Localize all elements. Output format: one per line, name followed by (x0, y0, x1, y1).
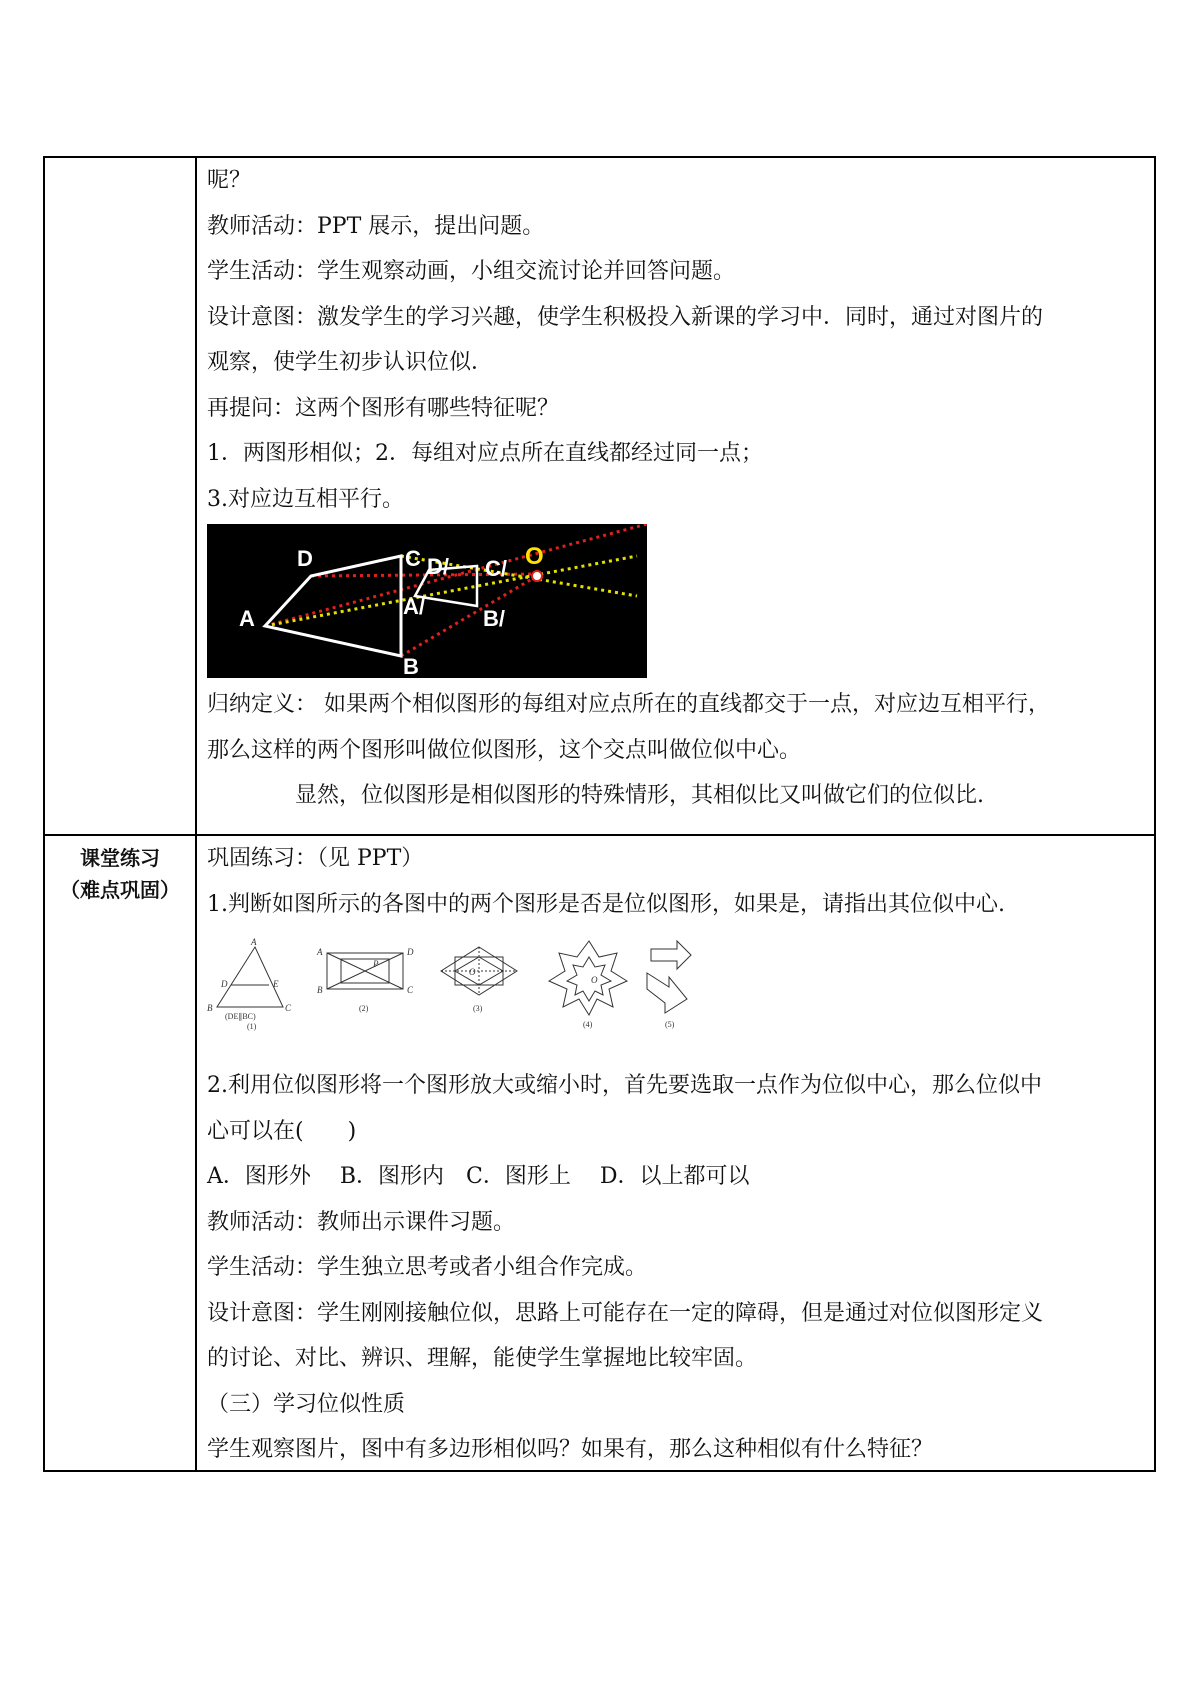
text-line: 心可以在( ) (207, 1118, 357, 1144)
text-line: 呢？ (207, 168, 252, 193)
label-Ap: A/ (403, 594, 425, 619)
text-line: 学生观察图片，图中有多边形相似吗？如果有，那么这种相似有什么特征？ (207, 1437, 934, 1462)
text-line: 1.判断如图所示的各图中的两个图形是否是位似图形，如果是，请指出其位似中心. (207, 891, 1005, 917)
label-Cp: C/ (485, 556, 507, 581)
row-label (45, 836, 195, 906)
fig1-note: (DE∥BC) (225, 1012, 256, 1021)
fig2-label-B: B (317, 985, 323, 995)
text-line: 3.对应边互相平行。 (207, 486, 404, 512)
label-A: A (239, 606, 255, 631)
text-line: 观察，使学生初步认识位似． (207, 350, 494, 375)
text-line: 2.利用位似图形将一个图形放大或缩小时，首先要选取一点作为位似中心，那么位似中 (207, 1073, 1042, 1098)
label-O: O (525, 543, 544, 570)
fig3-caption: (3) (473, 1004, 483, 1013)
text-line: 设计意图：学生刚刚接触位似，思路上可能存在一定的障碍，但是通过对位似图形定义 (207, 1300, 1044, 1326)
fig2-label-P: P (373, 959, 379, 969)
answer-choices: A．图形外 B．图形内 C．图形上 D．以上都可以 (207, 1164, 750, 1189)
text-line: 学生活动：学生独立思考或者小组合作完成。 (207, 1255, 648, 1280)
fig1-label-B: B (207, 1003, 213, 1013)
section-1-content (207, 158, 1127, 819)
definition-line: 显然，位似图形是相似图形的特殊情形，其相似比又叫做它们的位似比. (295, 783, 984, 808)
fig2-label-C: C (407, 985, 414, 995)
row-label-line: 课堂练习 (80, 846, 160, 870)
section-heading: （三）学习位似性质 (207, 1391, 406, 1417)
fig1-label-D: D (221, 979, 228, 989)
fig1-caption: (1) (247, 1022, 257, 1031)
fig1-label-A: A (251, 937, 257, 947)
text-line: 的讨论、对比、辨识、理解，能使学生掌握地比较牢固。 (207, 1346, 758, 1371)
label-D: D (297, 546, 313, 571)
fig2-label-A: A (317, 947, 323, 957)
homothety-figure (207, 524, 647, 678)
text-line: 巩固练习：（见 PPT） (207, 846, 424, 871)
label-Bp: B/ (483, 606, 505, 631)
text-line: 教师活动：PPT 展示，提出问题。 (207, 213, 545, 239)
fig1-label-E: E (273, 979, 279, 989)
column-divider (195, 158, 197, 1470)
label-C: C (405, 546, 421, 571)
text-line: 1．两图形相似；2．每组对应点所在直线都经过同一点； (207, 441, 763, 466)
definition-line: 归纳定义： 如果两个相似图形的每组对应点所在的直线都交于一点，对应边互相平行， (207, 692, 1050, 717)
fig4-label-O: O (591, 975, 598, 985)
fig2-caption: (2) (359, 1004, 369, 1013)
label-B: B (403, 654, 419, 678)
fig2-label-D: D (407, 947, 414, 957)
fig1-label-C: C (285, 1003, 292, 1013)
text-line: 设计意图：激发学生的学习兴趣，使学生积极投入新课的学习中．同时，通过对图片的 (207, 304, 1044, 330)
text-line: 学生活动：学生观察动画，小组交流讨论并回答问题。 (207, 259, 736, 284)
text-line: 再提问：这两个图形有哪些特征呢？ (207, 395, 560, 421)
label-Dp: D/ (427, 554, 449, 579)
exercise-figures (207, 937, 707, 1033)
lesson-table (43, 156, 1156, 1472)
text-line: 教师活动：教师出示课件习题。 (207, 1209, 516, 1235)
definition-line: 那么这样的两个图形叫做位似图形，这个交点叫做位似中心。 (207, 737, 802, 763)
fig5-caption: (5) (665, 1020, 675, 1029)
section-2-content (207, 836, 1127, 1473)
row-label-line: （难点巩固） (60, 878, 180, 902)
fig4-caption: (4) (583, 1020, 593, 1029)
fig3-label-O: O (469, 967, 476, 977)
